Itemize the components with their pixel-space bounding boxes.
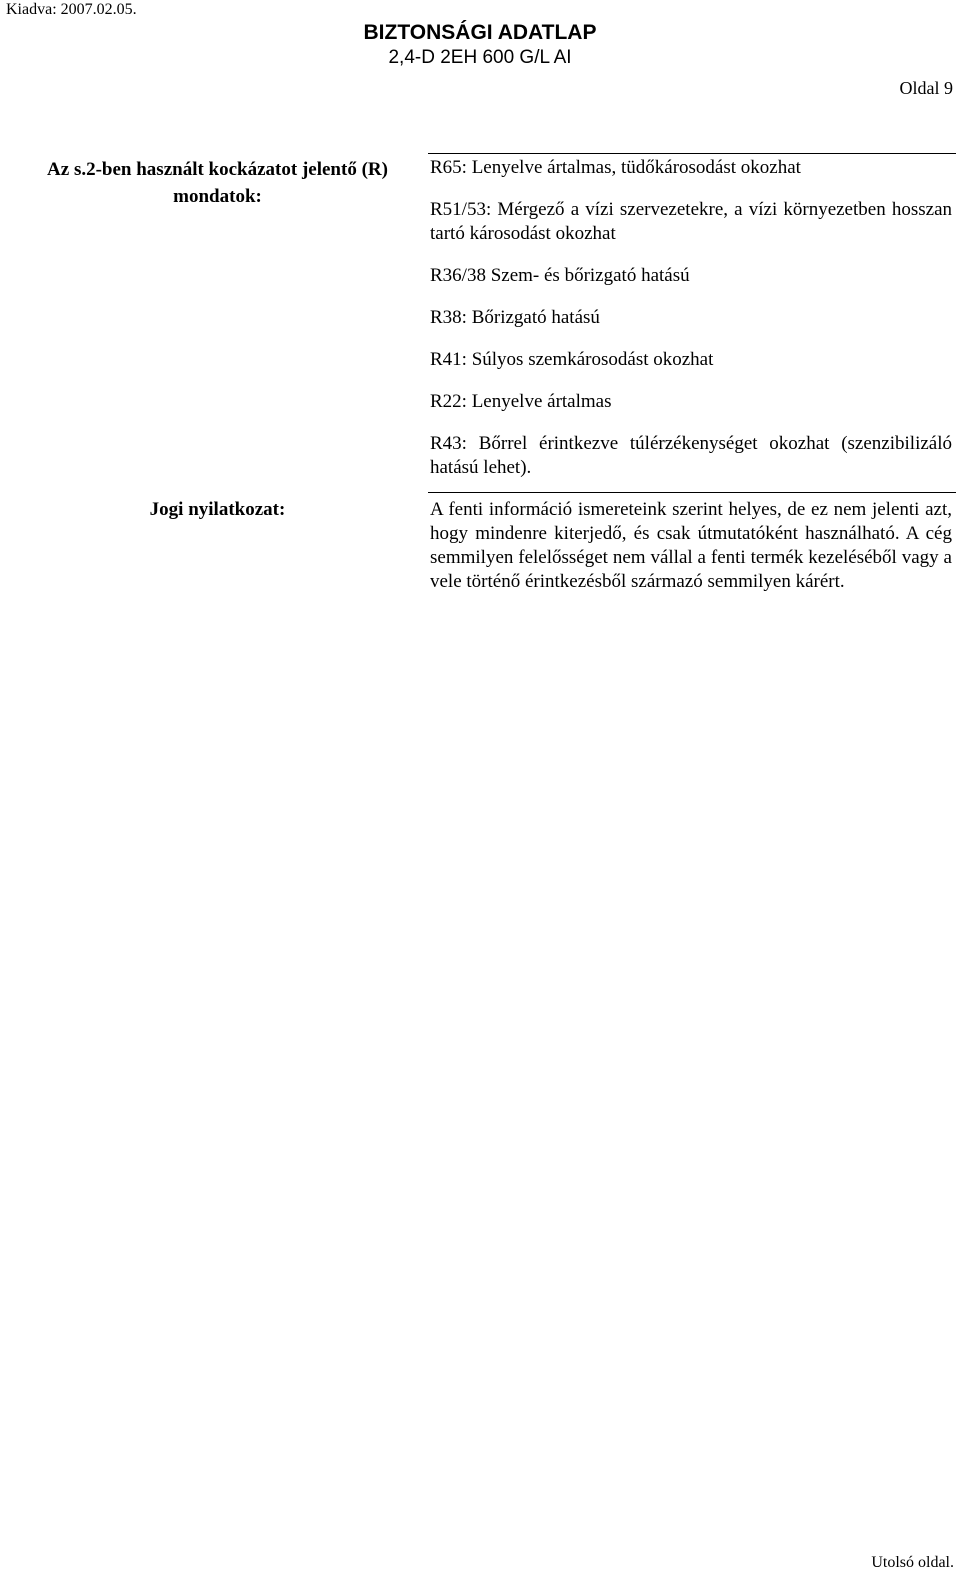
r-phrase-item: R43: Bőrrel érintkezve túlérzékenységet okozhat (szenzibilizáló hatású lehet). (430, 433, 952, 478)
issue-date: Kiadva: 2007.02.05. (6, 1, 137, 18)
r-phrase-item: R22: Lenyelve ártalmas (430, 391, 612, 412)
section-divider (428, 153, 956, 154)
r-phrases-list (430, 156, 952, 480)
last-page-note: Utolsó oldal. (871, 1554, 954, 1571)
page-number: Oldal 9 (899, 78, 953, 98)
r-phrase-item: R41: Súlyos szemkárosodást okozhat (430, 349, 714, 370)
legal-label: Jogi nyilatkozat: (149, 499, 286, 520)
document-title: BIZTONSÁGI ADATLAP (363, 21, 597, 44)
product-name: 2,4-D 2EH 600 G/L AI (388, 47, 572, 68)
r-phrase-item: R36/38 Szem- és bőrizgató hatású (430, 265, 690, 286)
r-phrase-item: R38: Bőrizgató hatású (430, 307, 600, 328)
legal-text: A fenti információ ismereteink szerint helyes, de ez nem jelenti azt, hogy mindenre kiterjedő, és csak útmutatóként használható. A cég semmilyen felelősséget nem vállal a fenti termék kezeléséből vagy a vele történő érintkezésből származó semmilyen kárért. (430, 499, 952, 592)
section-divider (428, 492, 956, 493)
r-phrases-label: Az s.2-ben használt kockázatot jelentő (R) mondatok: (47, 159, 388, 207)
r-phrase-item: R65: Lenyelve ártalmas, tüdőkárosodást okozhat (430, 157, 801, 178)
r-phrase-item: R51/53: Mérgező a vízi szervezetekre, a vízi környezetben hosszan tartó károsodást okozhat (430, 199, 952, 244)
document-header (0, 20, 960, 70)
